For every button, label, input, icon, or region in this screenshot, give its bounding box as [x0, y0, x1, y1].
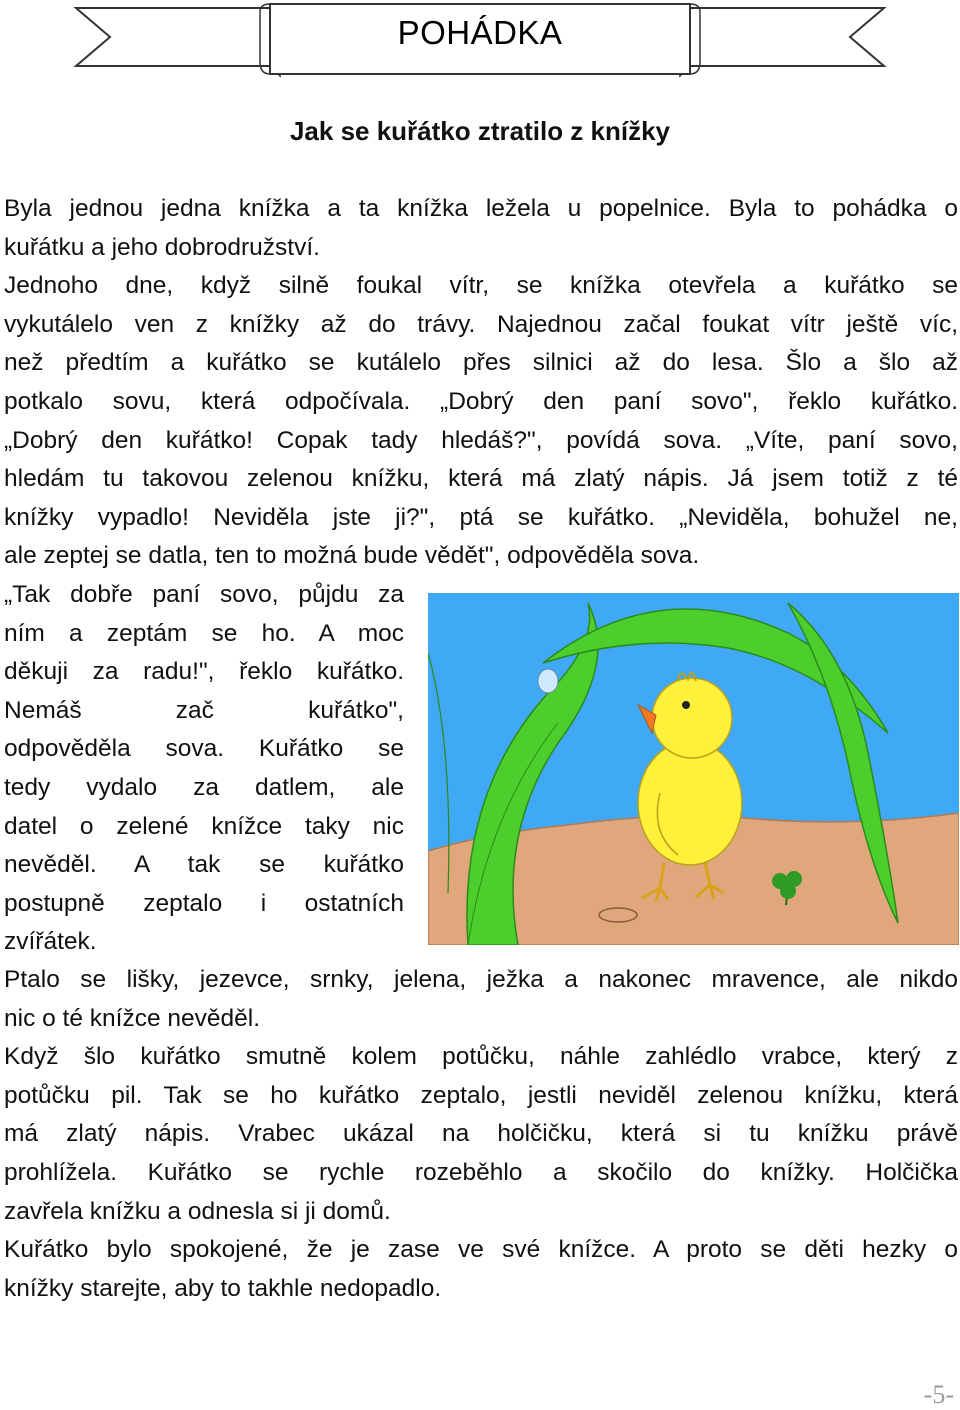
- text-line: než předtím a kuřátko se kutálelo přes silnici až do lesa. Šlo a šlo až: [4, 349, 958, 377]
- text-line: potůčku pil. Tak se ho kuřátko zeptalo, jestli neviděl zelenou knížku, která: [4, 1081, 958, 1109]
- stone: [599, 908, 637, 922]
- chick-illustration: [428, 593, 959, 945]
- text-line: děkuji za radu!", řeklo kuřátko.: [4, 658, 404, 686]
- text-line: zavřela knížku a odnesla si ji domů.: [4, 1197, 391, 1225]
- text-line: zvířátek.: [4, 928, 97, 956]
- text-line: „Tak dobře paní sovo, půjdu za: [4, 581, 404, 608]
- text-line: Jednoho dne, když silně foukal vítr, se knížka otevřela a kuřátko se: [4, 272, 958, 300]
- story-paragraph-1: [4, 190, 958, 576]
- text-line: potkalo sovu, která odpočívala. „Dobrý den paní sovo", řeklo kuřátko.: [4, 387, 958, 415]
- text-line: má zlatý nápis. Vrabec ukázal na holčičku, která si tu knížku právě: [4, 1120, 958, 1148]
- text-line: nevěděl. A tak se kuřátko: [4, 851, 404, 879]
- story-paragraph-3: [4, 961, 958, 1308]
- text-line: „Dobrý den kuřátko! Copak tady hledáš?", povídá sova. „Víte, paní sovo,: [4, 426, 958, 454]
- text-line: nic o té knížce nevěděl.: [4, 1004, 261, 1032]
- text-line: knížky vypadlo! Neviděla jste ji?", ptá se kuřátko. „Neviděla, bohužel ne,: [4, 503, 958, 531]
- text-line: Ptalo se lišky, jezevce, srnky, jelena, ježka a nakonec mravence, ale nikdo: [4, 966, 958, 993]
- text-line: knížky starejte, aby to takhle nedopadlo.: [4, 1274, 442, 1302]
- text-line: prohlížela. Kuřátko se rychle rozeběhlo a skočilo do knížky. Holčička: [4, 1158, 958, 1186]
- text-line: Když šlo kuřátko smutně kolem potůčku, náhle zahlédlo vrabce, který z: [4, 1043, 958, 1071]
- text-line: Kuřátko bylo spokojené, že je zase ve své knížce. A proto se děti hezky o: [4, 1236, 958, 1264]
- text-line: hledám tu takovou zelenou knížku, která má zlatý nápis. Já jsem totiž z té: [4, 465, 958, 493]
- text-line: tedy vydalo za datlem, ale: [4, 773, 404, 801]
- text-line: Nemáš zač kuřátko",: [4, 696, 404, 724]
- banner-title: POHÁDKA: [397, 14, 563, 51]
- story-paragraph-2: [4, 576, 404, 962]
- text-line: Byla jednou jedna knížka a ta knížka ležela u popelnice. Byla to pohádka o: [4, 195, 958, 222]
- text-line: vykutálelo ven z knížky až do trávy. Najednou začal foukat vítr ještě víc,: [4, 310, 958, 338]
- story-title: Jak se kuřátko ztratilo z knížky: [289, 116, 671, 146]
- dew-drop: [538, 669, 558, 693]
- text-line: kuřátku a jeho dobrodružství.: [4, 233, 320, 261]
- text-line: datel o zelené knížce taky nic: [4, 812, 404, 840]
- text-line: ale zeptej se datla, ten to možná bude vědět", odpověděla sova.: [4, 542, 700, 570]
- text-line: postupně zeptalo i ostatních: [4, 889, 404, 917]
- page-number: -5-: [923, 1380, 954, 1409]
- text-line: odpověděla sova. Kuřátko se: [4, 735, 404, 763]
- text-line: ním a zeptám se ho. A moc: [4, 619, 404, 647]
